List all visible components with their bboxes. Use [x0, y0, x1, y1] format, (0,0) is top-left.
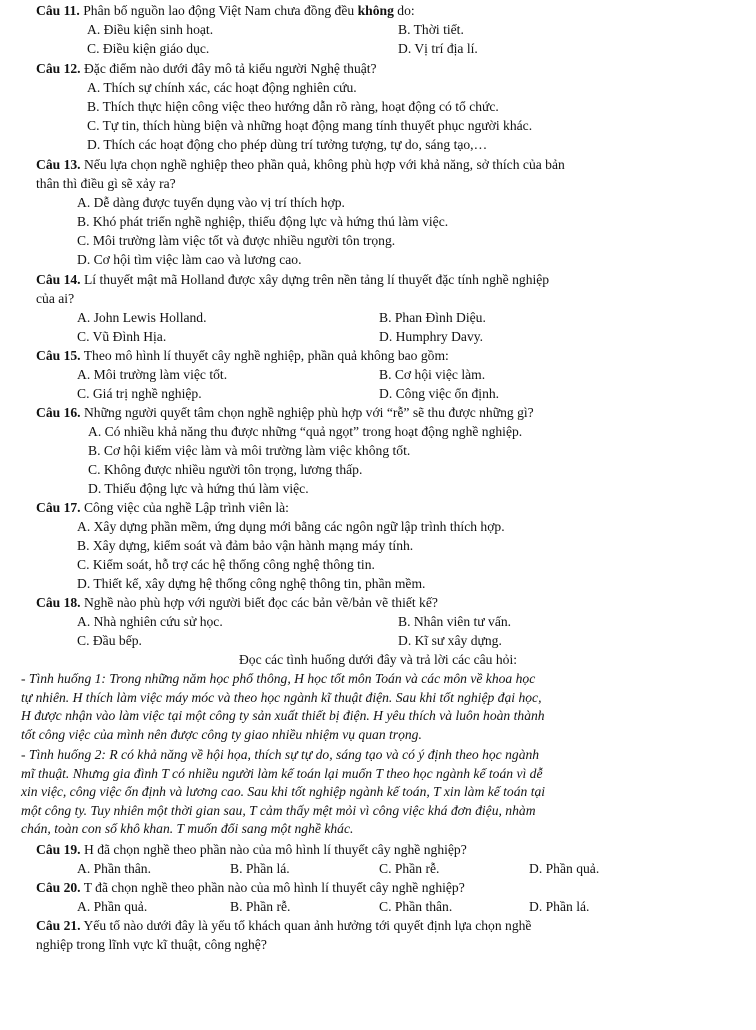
q15-option-d[interactable]: D. Công việc ổn định. [379, 386, 500, 401]
question-number: Câu 21. [36, 918, 81, 933]
q12-option-a[interactable]: A. Thích sự chính xác, các hoạt động nghiên cứu. [87, 80, 357, 95]
situation-1-line: H được nhận vào làm việc tại một công ty sản xuất thiết bị điện. H yêu thích và luôn hoàn thành [21, 708, 545, 724]
q19-option-a[interactable]: A. Phần thân. [77, 861, 152, 876]
situation-1-line: - Tình huống 1: Trong những năm học phổ thông, H học tốt môn Toán và các môn về khoa học [21, 671, 536, 686]
q16-option-d[interactable]: D. Thiếu động lực và hứng thú làm việc. [88, 481, 309, 496]
situation-2-line: một công ty. Tuy nhiên một thời gian sau, T cảm thấy mệt mỏi vì công việc khá đơn điệu, nhàm [21, 802, 536, 818]
q12-option-b[interactable]: B. Thích thực hiện công việc theo hướng dẫn rõ ràng, hoạt động có tổ chức. [87, 99, 499, 114]
question-21-continued: nghiệp trong lĩnh vực kĩ thuật, công nghệ? [36, 937, 267, 952]
q18-option-d[interactable]: D. Kĩ sư xây dựng. [398, 633, 502, 648]
q17-option-d[interactable]: D. Thiết kế, xây dựng hệ thống công nghệ thông tin, phần mềm. [77, 576, 426, 591]
question-number: Câu 20. [36, 880, 81, 895]
situation-1-line: tốt công việc của mình nên được công ty giao nhiều nhiệm vụ quan trọng. [21, 726, 422, 742]
question-14 [36, 271, 738, 290]
question-text-end: do: [393, 3, 415, 18]
question-number: Câu 18. [36, 595, 81, 610]
question-number: Câu 12. [36, 61, 81, 76]
question-text: Đặc điểm nào dưới đây mô tả kiểu người Nghệ thuật? [80, 61, 377, 76]
question-text: Công việc của nghề Lập trình viên là: [80, 500, 289, 515]
q11-option-c[interactable]: C. Điều kiện giáo dục. [87, 41, 210, 56]
q13-option-c[interactable]: C. Môi trường làm việc tốt và được nhiều người tôn trọng. [77, 233, 396, 248]
q18-option-c[interactable]: C. Đầu bếp. [77, 633, 142, 648]
q16-option-c[interactable]: C. Không được nhiều người tôn trọng, lương thấp. [88, 462, 363, 477]
q11-option-d[interactable]: D. Vị trí địa lí. [398, 41, 478, 56]
question-text: Nếu lựa chọn nghề nghiệp theo phần quả, không phù hợp với khả năng, sở thích của bản [80, 157, 565, 172]
situation-1 [21, 670, 738, 744]
question-21 [36, 917, 738, 936]
situation-1-line: tự nhiên. H thích làm việc máy móc và theo học ngành kĩ thuật điện. Sau khi tốt nghiệp đại học, [21, 689, 542, 705]
q15-option-a[interactable]: A. Môi trường làm việc tốt. [77, 367, 228, 382]
situation-2-line: mĩ thuật. Nhưng gia đình T có nhiều người làm kế toán lại muốn T theo học ngành kế toán vì dễ [21, 765, 543, 781]
situation-2-line: chán, toàn con số khô khan. T muốn đổi sang một nghề khác. [21, 821, 354, 837]
question-16 [36, 404, 738, 423]
q20-option-c[interactable]: C. Phần thân. [379, 899, 453, 914]
q18-option-a[interactable]: A. Nhà nghiên cứu sử học. [77, 614, 223, 629]
question-20 [36, 879, 738, 898]
q11-option-b[interactable]: B. Thời tiết. [398, 22, 464, 37]
situation-2-line: xin việc, công việc ổn định và lương cao. Sau khi tốt nghiệp ngành kế toán, T xin làm kế toán tại [21, 784, 546, 800]
question-number: Câu 13. [36, 157, 81, 172]
question-18 [36, 594, 738, 613]
q19-option-b[interactable]: B. Phần lá. [230, 861, 290, 876]
question-13 [36, 156, 738, 175]
q17-option-b[interactable]: B. Xây dựng, kiểm soát và đảm bảo vận hành mạng máy tính. [77, 538, 414, 553]
q19-option-d[interactable]: D. Phần quả. [529, 861, 600, 876]
question-number: Câu 16. [36, 405, 81, 420]
question-text: Lí thuyết mật mã Holland được xây dựng trên nền tảng lí thuyết đặc tính nghề nghiệp [80, 272, 550, 287]
question-text: Những người quyết tâm chọn nghề nghiệp phù hợp với “rễ” sẽ thu được những gì? [80, 405, 534, 420]
q13-option-b[interactable]: B. Khó phát triển nghề nghiệp, thiếu động lực và hứng thú làm việc. [77, 214, 449, 229]
q20-option-d[interactable]: D. Phần lá. [529, 899, 590, 914]
question-number: Câu 17. [36, 500, 81, 515]
question-17 [36, 499, 738, 518]
situation-2-line: - Tình huống 2: R có khả năng về hội họa, thích sự tự do, sáng tạo và có ý định theo học ngành [21, 747, 540, 762]
question-number: Câu 15. [36, 348, 81, 363]
q19-option-c[interactable]: C. Phần rễ. [379, 861, 440, 876]
q13-option-a[interactable]: A. Dễ dàng được tuyển dụng vào vị trí thích hợp. [77, 195, 345, 210]
q14-option-a[interactable]: A. John Lewis Holland. [77, 310, 207, 325]
q12-option-c[interactable]: C. Tự tin, thích hùng biện và những hoạt động mang tính thuyết phục người khác. [87, 118, 533, 133]
question-text: T đã chọn nghề theo phần nào của mô hình lí thuyết cây nghề nghiệp? [80, 880, 465, 895]
q16-option-b[interactable]: B. Cơ hội kiếm việc làm và môi trường làm việc không tốt. [88, 443, 411, 458]
q20-option-a[interactable]: A. Phần quả. [77, 899, 148, 914]
question-12 [36, 60, 738, 79]
question-text: Yếu tố nào dưới đây là yếu tố khách quan ảnh hưởng tới quyết định lựa chọn nghề [80, 918, 532, 933]
question-11 [36, 2, 738, 21]
question-number: Câu 14. [36, 272, 81, 287]
question-text: H đã chọn nghề theo phần nào của mô hình lí thuyết cây nghề nghiệp? [80, 842, 467, 857]
question-number: Câu 19. [36, 842, 81, 857]
q17-option-a[interactable]: A. Xây dựng phần mềm, ứng dụng mới bằng các ngôn ngữ lập trình thích hợp. [77, 519, 505, 534]
q14-option-c[interactable]: C. Vũ Đình Hịa. [77, 329, 167, 344]
question-14-continued: của ai? [36, 291, 75, 306]
q11-option-a[interactable]: A. Điều kiện sinh hoạt. [87, 22, 214, 37]
question-15 [36, 347, 738, 366]
question-19 [36, 841, 738, 860]
question-text: Nghề nào phù hợp với người biết đọc các bản vẽ/bản vẽ thiết kế? [80, 595, 438, 610]
q15-option-c[interactable]: C. Giá trị nghề nghiệp. [77, 386, 202, 401]
q18-option-b[interactable]: B. Nhân viên tư vấn. [398, 614, 512, 629]
question-text: Theo mô hình lí thuyết cây nghề nghiệp, phần quả không bao gồm: [80, 348, 449, 363]
question-emphasis: không [357, 3, 394, 18]
q17-option-c[interactable]: C. Kiểm soát, hỗ trợ các hệ thống công nghệ thông tin. [77, 557, 375, 572]
question-number: Câu 11. [36, 3, 80, 18]
situation-2 [21, 746, 738, 839]
question-text: Phân bố nguồn lao động Việt Nam chưa đồng đều [79, 3, 358, 18]
q16-option-a[interactable]: A. Có nhiều khả năng thu được những “quả ngọt” trong hoạt động nghề nghiệp. [88, 424, 523, 439]
q14-option-d[interactable]: D. Humphry Davy. [379, 329, 484, 344]
question-13-continued: thân thì điều gì sẽ xảy ra? [36, 176, 176, 191]
q13-option-d[interactable]: D. Cơ hội tìm việc làm cao và lương cao. [77, 252, 302, 267]
q20-option-b[interactable]: B. Phần rễ. [230, 899, 291, 914]
q14-option-b[interactable]: B. Phan Đình Diệu. [379, 310, 486, 325]
q15-option-b[interactable]: B. Cơ hội việc làm. [379, 367, 486, 382]
situations-intro: Đọc các tình huống dưới đây và trả lời các câu hỏi: [238, 652, 518, 667]
q12-option-d[interactable]: D. Thích các hoạt động cho phép dùng trí tưởng tượng, tự do, sáng tạo,… [87, 137, 488, 152]
